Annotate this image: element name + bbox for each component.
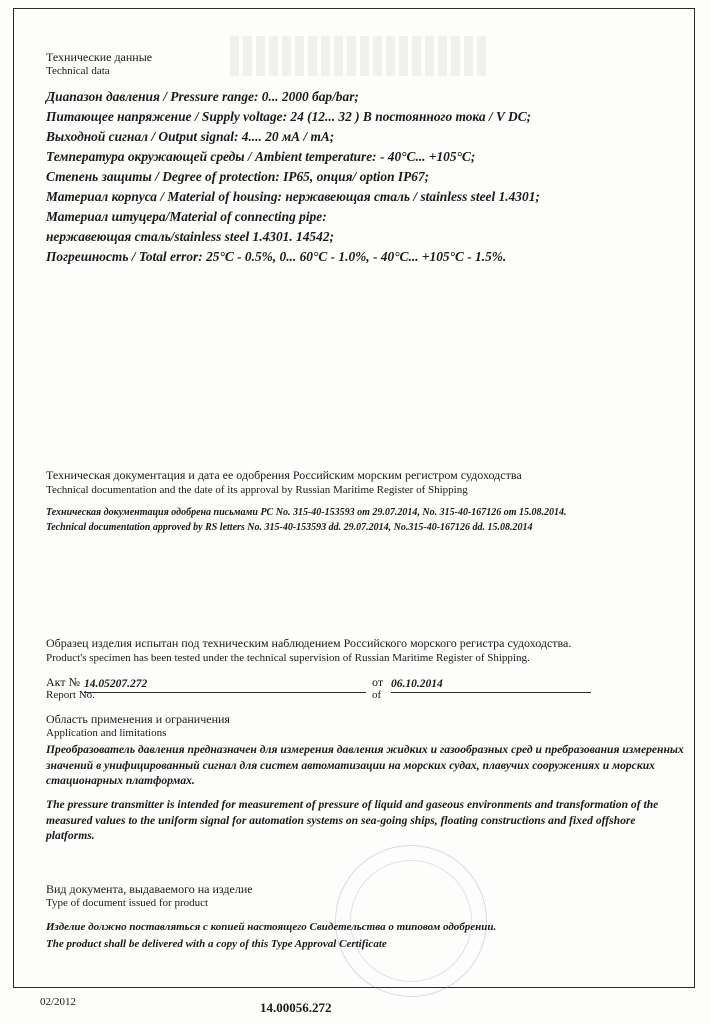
report-number-field (84, 674, 366, 693)
document-type-text-ru: Изделие должно поставляться с копией настоящего Свидетельства о типовом одобрении. (46, 921, 497, 933)
technical-data-heading-en: Technical data (46, 65, 110, 77)
report-label-en: Report No. (46, 689, 95, 701)
document-type-text-en: The product shall be delivered with a copy of this Type Approval Certificate (46, 938, 387, 950)
specimen-heading-ru: Образец изделия испытан под техническим наблюдением Российского морского регистра судоходства. (46, 636, 572, 650)
report-number: 14.05207.272 (84, 678, 148, 690)
report-date: 06.10.2014 (391, 678, 443, 690)
spec-degree-of-protection: Степень защиты / Degree of protection: IP65, опция/ option IP67; (46, 169, 430, 184)
certificate-number: 14.00056.272 (260, 1000, 332, 1015)
document-type-heading-ru: Вид документа, выдаваемого на изделие (46, 882, 253, 896)
spec-output-signal: Выходной сигнал / Output signal: 4.... 20 мА / mA; (46, 129, 335, 144)
application-heading-en: Application and limitations (46, 727, 167, 739)
report-date-field (391, 674, 591, 693)
spec-pressure-range: Диапазон давления / Pressure range: 0... 2000 бар/bar; (46, 89, 359, 104)
spec-housing-material: Материал корпуса / Material of housing: нержавеющая сталь / stainless steel 1.4301; (46, 189, 540, 204)
application-heading-ru: Область применения и ограничения (46, 712, 230, 726)
spec-total-error: Погрешность / Total error: 25°C - 0.5%, 0... 60°C - 1.0%, - 40°C... +105°C - 1.5%. (46, 249, 507, 264)
spec-pipe-material-value: нержавеющая сталь/stainless steel 1.4301. 14542; (46, 229, 334, 244)
documentation-approval-ru: Техническая документация одобрена письмами РС No. 315-40-153593 от 29.07.2014, No. 315-40-167126 от 15.08.2014. (46, 507, 567, 518)
bleed-through-header (230, 36, 490, 76)
spec-pipe-material-label: Материал штуцера/Material of connecting pipe: (46, 209, 327, 224)
technical-data-heading-ru: Технические данные (46, 50, 153, 64)
report-date-label-ru: от (372, 675, 384, 689)
spec-ambient-temperature: Температура окружающей среды / Ambient temperature: - 40°C... +105°C; (46, 149, 476, 164)
document-type-heading-en: Type of document issued for product (46, 897, 209, 909)
spec-supply-voltage: Питающее напряжение / Supply voltage: 24 (12... 32 ) В постоянного тока / V DC; (46, 109, 532, 124)
application-text-en: The pressure transmitter is intended for measurement of pressure of liquid and gaseous environments and transformation of the measured values to the uniform signal for automation systems on sea-going ships, floating constructions and fixed offshore platforms. (46, 798, 659, 842)
form-code: 02/2012 (40, 996, 77, 1008)
documentation-heading-ru: Техническая документация и дата ее одобрения Российским морским регистром судоходства (46, 468, 522, 482)
documentation-heading-en: Technical documentation and the date of its approval by Russian Maritime Register of Shipping (46, 484, 468, 496)
application-text-ru: Преобразователь давления предназначен для измерения давления жидких и газообразных сред и пребразования измеренных значений в унифицированный сигнал для систем автоматизации на морских судах, плавучих сооружениях и морских стационарных платформах. (46, 743, 684, 787)
documentation-approval-en: Technical documentation approved by RS letters No. 315-40-153593 dd. 29.07.2014, No.315-40-167126 dd. 15.08.2014 (46, 522, 533, 533)
specimen-heading-en: Product's specimen has been tested under the technical supervision of Russian Maritime Register of Shipping. (46, 652, 530, 664)
report-label-ru: Акт № (46, 675, 81, 689)
report-date-label-en: of (372, 689, 382, 701)
